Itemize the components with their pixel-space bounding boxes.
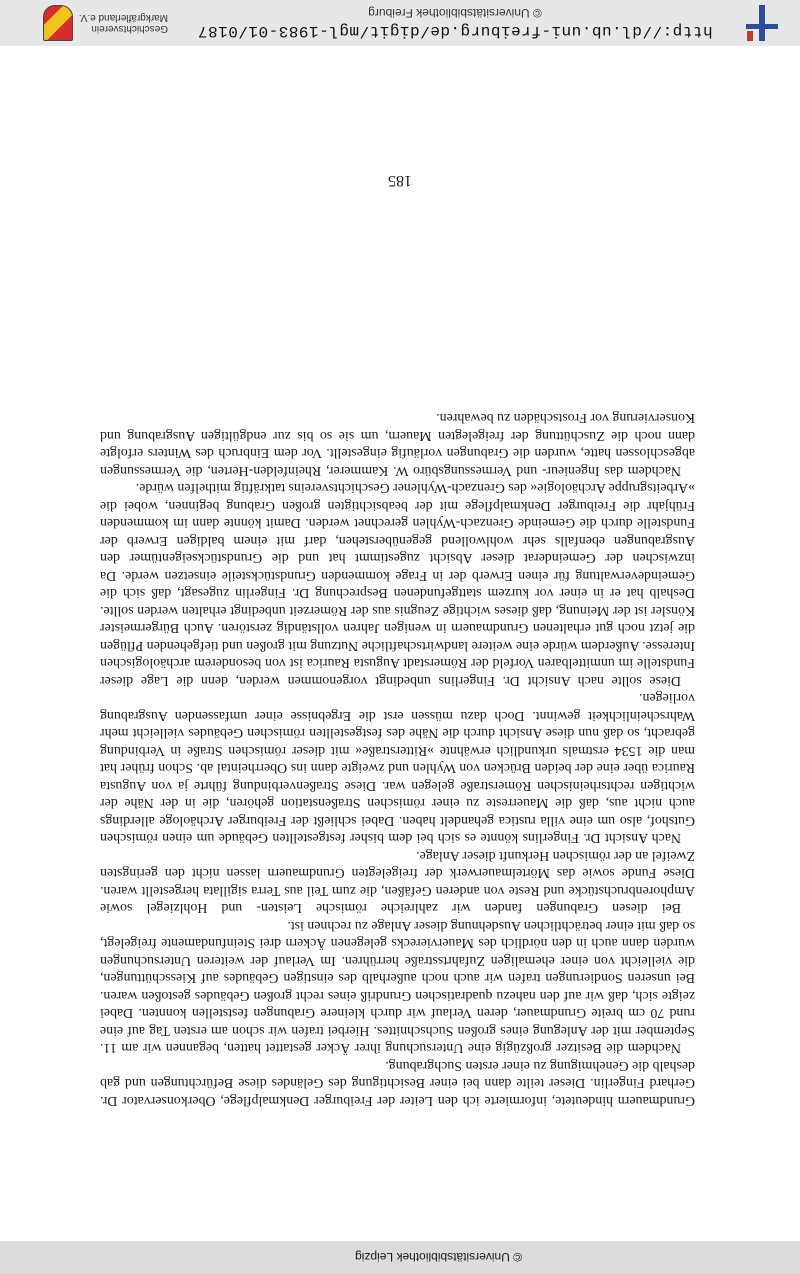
society-line: Markgräflerland e.V. (78, 12, 168, 23)
paragraph: Grundmauern hindeutete, informierte ich den Leiter der Freiburger Denkmalpflege, Oberkonservator Dr. Gerhard Fingerlin. Dieser teilte dann bei einer Besichtigung des Geländes diese Befürchtungen und gab deshalb die Genehmigung zu einer ersten Suchgrabung. (100, 1058, 695, 1108)
header-bar (0, 0, 800, 46)
paragraph: Nachdem die Besitzer großzügig eine Untersuchung ihrer Äcker gestattet hatten, begannen wir am 11. September mit der Anlegung eines großen Suchschnittes. Hierbei trafen wir schon am ersten Tag auf eine rund 70 cm breite Grundmauer, deren Verlauf wir durch kleinere Grabungen feststellen konnten. Dabei zeigte sich, daß wir auf den nahezu quadratischen Grundriß eines recht großen Gebäudes gestoßen waren. Bei unseren Sondierungen trafen wir auch noch außerhalb des einstigen Gebäudes auf Kiesschüttungen, die vielleicht von einer ehemaligen Zufahrtsstraße herrühren. Im Verlauf der weiteren Untersuchungen wurden dann auch in den nördlich des Mauervierecks gelegenen Äckern drei Steinfundamente freigelegt, so daß mit einer beträchtlichen Ausdehnung dieser Anlage zu rechnen ist. (100, 918, 695, 1056)
document-page (100, 409, 695, 1109)
society-logo-block (18, 5, 168, 41)
paragraph: Nachdem das Ingenieur- und Vermessungsbüro W. Kammerer, Rheinfelden-Herten, die Vermessungen abgeschlossen hatte, wurden die Grabungen vorläufig eingestellt. Vor dem Einbruch des Winters erfolgte dann noch die Zuschüttung der freigelegten Mauern, um sie so bis zur endgültigen Ausgrabung und Konservierung vor Frostschäden zu bewahren. (100, 410, 695, 478)
university-logo-icon (742, 3, 782, 43)
page-number: 185 (388, 172, 412, 189)
partial-footer-bar (0, 1241, 800, 1273)
society-line: Geschichtsverein (91, 23, 168, 34)
coat-of-arms-icon (43, 5, 73, 41)
society-name (79, 12, 168, 34)
library-credit: © Universitätsbibliothek Freiburg (368, 6, 542, 20)
paragraph: Nach Ansicht Dr. Fingerlins könnte es sich bei dem bisher festgestellten Gebäude um einen römischen Gutshof, also um eine villa rustica gehandelt haben. Dabei schließt der Freiburger Archäologe allerdings auch nicht aus, daß die Mauerreste zu einer römischen Straßenstation gehören, die in der Nähe der wichtigen rechtsrheinischen Römerstraße gelegen war. Diese Straßenverbindung führte ja von Augusta Raurica über eine der beiden Brücken von Wyhlen und zweigte dann ins Oberrheintal ab. Schon früher hat man die 1534 erstmals urkundlich erwähnte »Ritterstraße« mit dieser römischen Straße in Verbindung gebracht, so daß nun diese Ansicht durch die Nähe des festgestellten römischen Gebäudes vielleicht mehr Wahrscheinlichkeit gewinnt. Doch dazu müssen erst die Ergebnisse einer umfassenden Ausgrabung vorliegen. (100, 690, 695, 846)
paragraph: Diese sollte nach Ansicht Dr. Fingerlins unbedingt vorgenommen werden, denn die Lage dieser Fundstelle im unmittelbaren Vorfeld der Römerstadt Augusta Raurica ist von besonderem archäologischen Interesse. Außerdem würde eine weitere landwirtschaftliche Nutzung mit großen und tiefgehenden Pflügen die jetzt noch gut erhaltenen Grundmauern in wenigen Jahren vollständig zerstören. Auch Bürgermeister Könsler ist der Meinung, daß dieses wichtige Zeugnis aus der Römerzeit unbedingt erhalten werden sollte. Deshalb hat er in einer vor kurzem stattgefundenen Besprechung Dr. Fingerlin zugesagt, daß sich die Gemeindeverwaltung für einen Erwerb der in Frage kommenden Grundstücksteile einsetzen werde. Da inzwischen der Gemeinderat dieser Absicht zugestimmt hat und die Grundstückseigentümer den Ausgrabungen ebenfalls sehr wohlwollend gegenüberstehen, darf mit einem baldigen Erwerb der Fundstelle durch die Gemeinde Grenzach-Wyhlen gerechnet werden. Damit könnte dann im kommenden Frühjahr die Freiburger Denkmalpflege mit der beabsichtigten großen Grabung beginnen, wobei die »Arbeitsgruppe Archäologie« des Grenzach-Wyhlener Geschichtsvereins tatkräftig mithelfen würde. (100, 480, 695, 688)
document-url-link[interactable]: http://dl.ub.uni-freiburg.de/digit/mgl-1983-01/0187 (197, 22, 713, 40)
paragraph: Bei diesen Grabungen fanden wir zahlreiche römische Leisten- und Hohlziegel sowie Amphorenbruchstücke und Reste von anderen Gefäßen, die zum Teil aus Terra sigillata hergestellt waren. Diese Funde sowie das Mörtelmauerwerk der freigelegten Grundmauern lassen nicht den geringsten Zweifel an der römischen Herkunft dieser Anlage. (100, 848, 695, 916)
footer-library-text: © Universitätsbibliothek Leipzig (355, 1250, 522, 1264)
url-block (168, 6, 742, 40)
